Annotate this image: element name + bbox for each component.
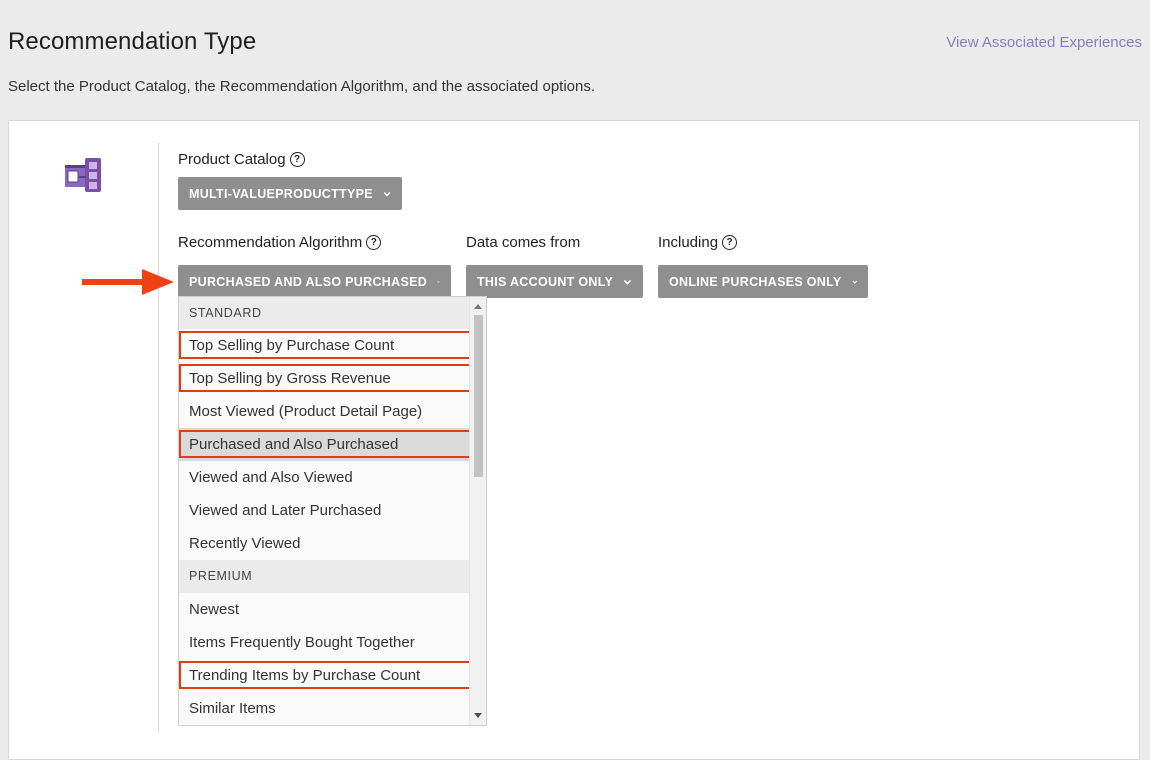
- menu-scrollbar[interactable]: [469, 297, 486, 725]
- menu-option[interactable]: Top Selling by Gross Revenue: [179, 362, 470, 395]
- chevron-down-icon: [383, 189, 391, 199]
- page-title: Recommendation Type: [8, 28, 257, 55]
- help-icon[interactable]: ?: [290, 152, 305, 167]
- product-catalog-label: Product Catalog ?: [178, 151, 305, 168]
- menu-group-header: STANDARD: [179, 297, 470, 329]
- help-icon[interactable]: ?: [722, 235, 737, 250]
- chevron-down-icon: [852, 277, 857, 287]
- chevron-down-icon: [623, 277, 632, 287]
- product-catalog-icon: [64, 157, 106, 195]
- algorithm-dropdown-menu[interactable]: [178, 296, 487, 726]
- arrow-right-icon: [80, 267, 176, 297]
- menu-option[interactable]: Items Frequently Bought Together: [189, 634, 415, 651]
- data-comes-from-label: Data comes from: [466, 234, 581, 251]
- menu-option[interactable]: Trending Items by Purchase Count: [179, 659, 470, 692]
- menu-option[interactable]: Newest: [189, 601, 240, 618]
- scroll-up-icon[interactable]: [474, 304, 482, 309]
- menu-option[interactable]: Top Selling by Purchase Count: [179, 329, 470, 362]
- scroll-down-icon[interactable]: [474, 713, 482, 718]
- recommendation-algorithm-label: Recommendation Algorithm ?: [178, 234, 381, 251]
- view-associated-experiences-link[interactable]: View Associated Experiences: [946, 34, 1142, 51]
- card-divider: [158, 143, 159, 733]
- page-subtitle: Select the Product Catalog, the Recommendation Algorithm, and the associated options.: [8, 78, 596, 95]
- algorithm-option-list: [179, 297, 470, 725]
- scroll-thumb[interactable]: [474, 315, 483, 477]
- menu-option[interactable]: Most Viewed (Product Detail Page): [189, 403, 423, 420]
- chevron-down-icon: [437, 277, 440, 287]
- menu-option-selected[interactable]: Purchased and Also Purchased: [179, 428, 470, 461]
- help-icon[interactable]: ?: [366, 235, 381, 250]
- data-comes-from-dropdown[interactable]: THIS ACCOUNT ONLY: [466, 265, 643, 298]
- menu-option[interactable]: Viewed and Later Purchased: [189, 502, 382, 519]
- including-dropdown[interactable]: ONLINE PURCHASES ONLY: [658, 265, 868, 298]
- including-label: Including ?: [658, 234, 737, 251]
- product-catalog-dropdown[interactable]: MULTI-VALUEPRODUCTTYPE: [178, 177, 402, 210]
- menu-option[interactable]: Viewed and Also Viewed: [189, 469, 353, 486]
- menu-group-header: PREMIUM: [179, 560, 470, 593]
- menu-option[interactable]: Recently Viewed: [189, 535, 301, 552]
- recommendation-algorithm-dropdown[interactable]: PURCHASED AND ALSO PURCHASED: [178, 265, 451, 298]
- menu-option[interactable]: Similar Items: [189, 700, 276, 717]
